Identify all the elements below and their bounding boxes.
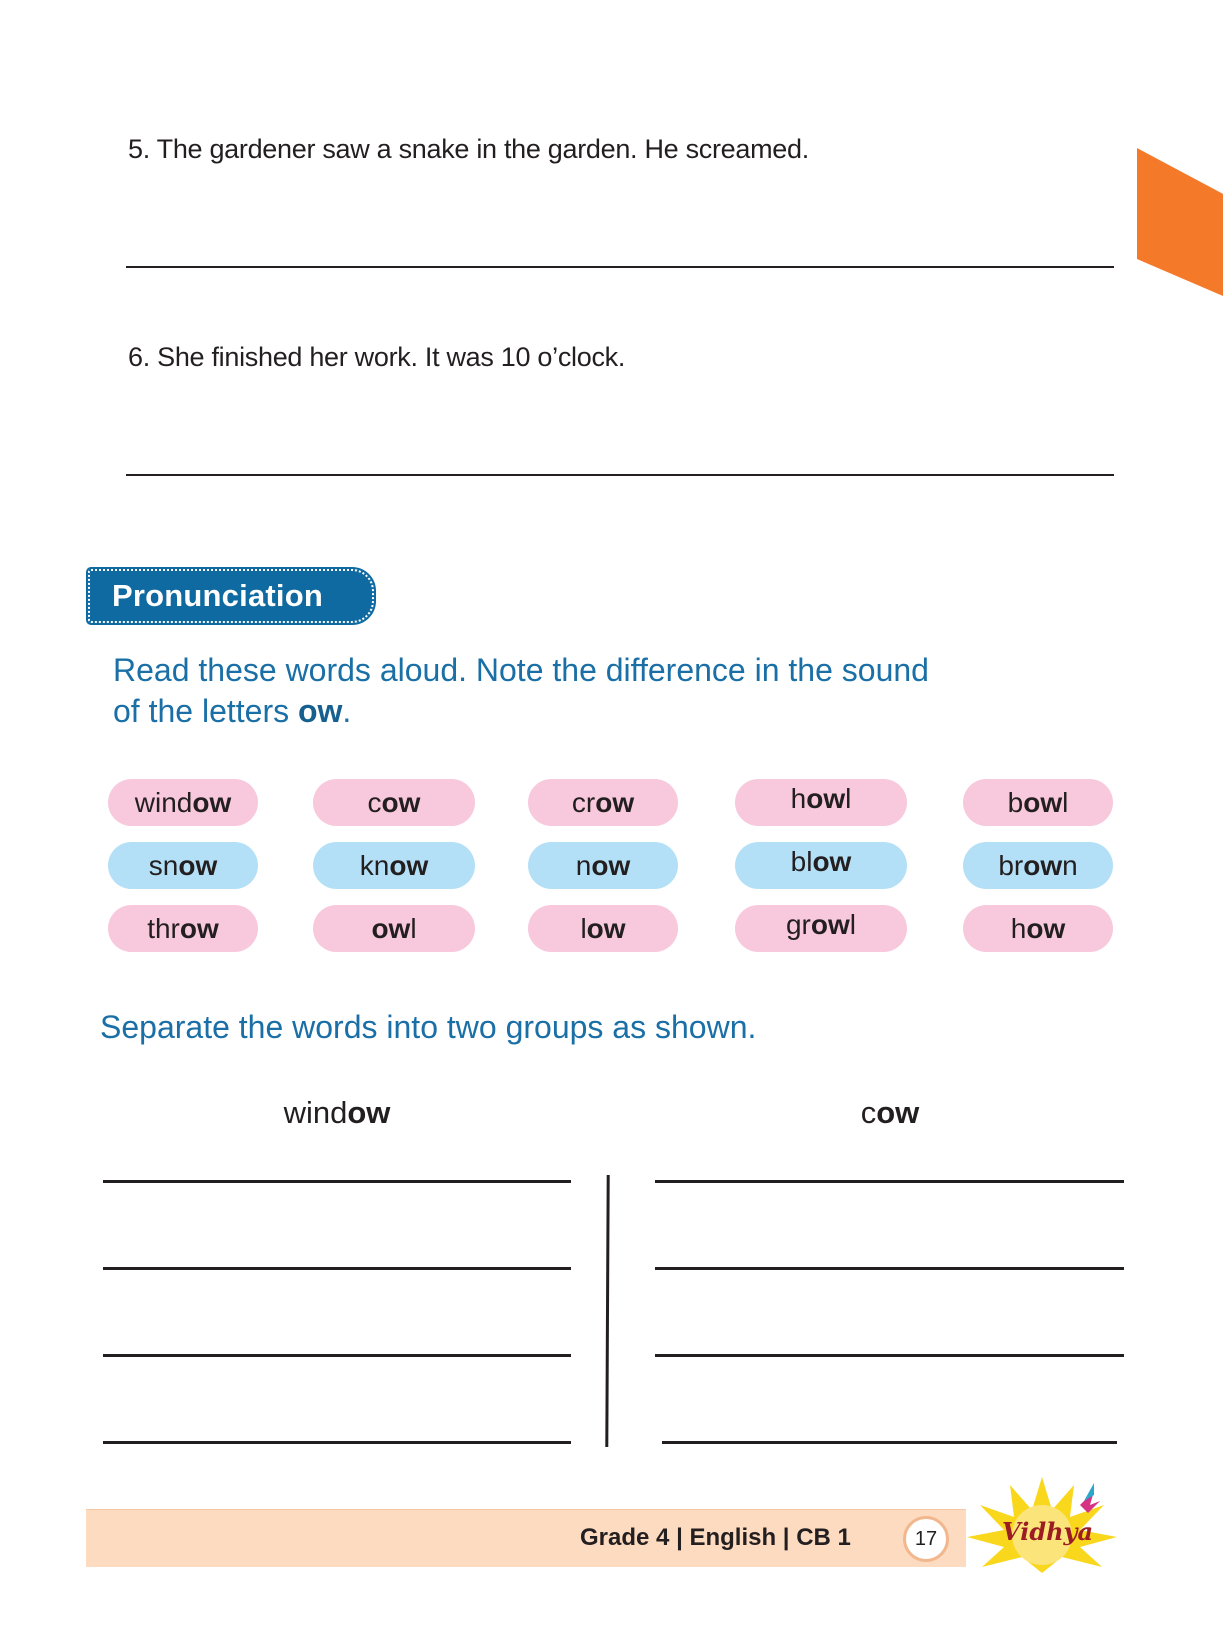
group-1-line-4[interactable] bbox=[103, 1441, 571, 1444]
word-pill: ow l bbox=[313, 905, 475, 952]
word-pill: l ow bbox=[528, 905, 678, 952]
group-2-line-3[interactable] bbox=[655, 1354, 1124, 1357]
word-pill: wind ow bbox=[108, 779, 258, 826]
item-number: 5. bbox=[128, 134, 150, 164]
section-title: Pronunciation bbox=[112, 578, 323, 613]
page-edge-tab bbox=[1137, 148, 1223, 296]
item-text: The gardener saw a snake in the garden. He screamed. bbox=[156, 134, 809, 164]
page-number: 17 bbox=[903, 1516, 949, 1562]
read-instruction bbox=[113, 650, 1113, 732]
footer-subject: English bbox=[689, 1524, 777, 1551]
group-2-line-4[interactable] bbox=[662, 1441, 1117, 1444]
word-pill: gr ow l bbox=[735, 905, 907, 952]
word-pill: kn ow bbox=[313, 842, 475, 889]
instruction-suffix: . bbox=[342, 693, 352, 729]
word-pill: h ow l bbox=[735, 779, 907, 826]
logo-text: Vidhya bbox=[1002, 1517, 1094, 1546]
group-2-line-1[interactable] bbox=[655, 1180, 1124, 1183]
item-text: She finished her work. It was 10 o’clock. bbox=[157, 342, 626, 372]
word-pill: n ow bbox=[528, 842, 678, 889]
instruction-ow: ow bbox=[297, 693, 343, 729]
footer-separator: | bbox=[782, 1524, 790, 1551]
section-badge-pronunciation bbox=[88, 569, 374, 623]
group-header-window: window bbox=[283, 1095, 391, 1130]
word-pill: bl ow bbox=[735, 842, 907, 889]
group-1-line-1[interactable] bbox=[103, 1180, 571, 1183]
group-2-line-2[interactable] bbox=[655, 1267, 1124, 1270]
answer-line-5[interactable] bbox=[126, 266, 1114, 268]
word-pill: cr ow bbox=[528, 779, 678, 826]
footer-book: CB 1 bbox=[796, 1524, 851, 1551]
word-pill: c ow bbox=[313, 779, 475, 826]
word-pill: thr ow bbox=[108, 905, 258, 952]
vidhya-logo bbox=[962, 1475, 1122, 1575]
word-pill: b ow l bbox=[963, 779, 1113, 826]
exercise-item-6 bbox=[128, 342, 625, 373]
footer-label bbox=[580, 1524, 851, 1552]
word-pill: h ow bbox=[963, 905, 1113, 952]
group-header-cow: cow bbox=[860, 1095, 920, 1130]
word-pill: br ow n bbox=[963, 842, 1113, 889]
instruction-line-1: Read these words aloud. Note the difference in the sound bbox=[113, 652, 929, 688]
exercise-item-5 bbox=[128, 134, 809, 165]
group-1-line-2[interactable] bbox=[103, 1267, 571, 1270]
group-1-line-3[interactable] bbox=[103, 1354, 571, 1357]
footer-grade: Grade 4 bbox=[580, 1524, 670, 1551]
instruction-prefix: of the letters bbox=[113, 693, 298, 729]
answer-line-6[interactable] bbox=[126, 474, 1114, 476]
footer-separator: | bbox=[676, 1524, 683, 1551]
separate-instruction: Separate the words into two groups as shown. bbox=[100, 1009, 757, 1045]
column-divider bbox=[605, 1175, 609, 1447]
item-number: 6. bbox=[128, 342, 150, 372]
word-pill: sn ow bbox=[108, 842, 258, 889]
instruction-line-2 bbox=[113, 691, 1113, 732]
